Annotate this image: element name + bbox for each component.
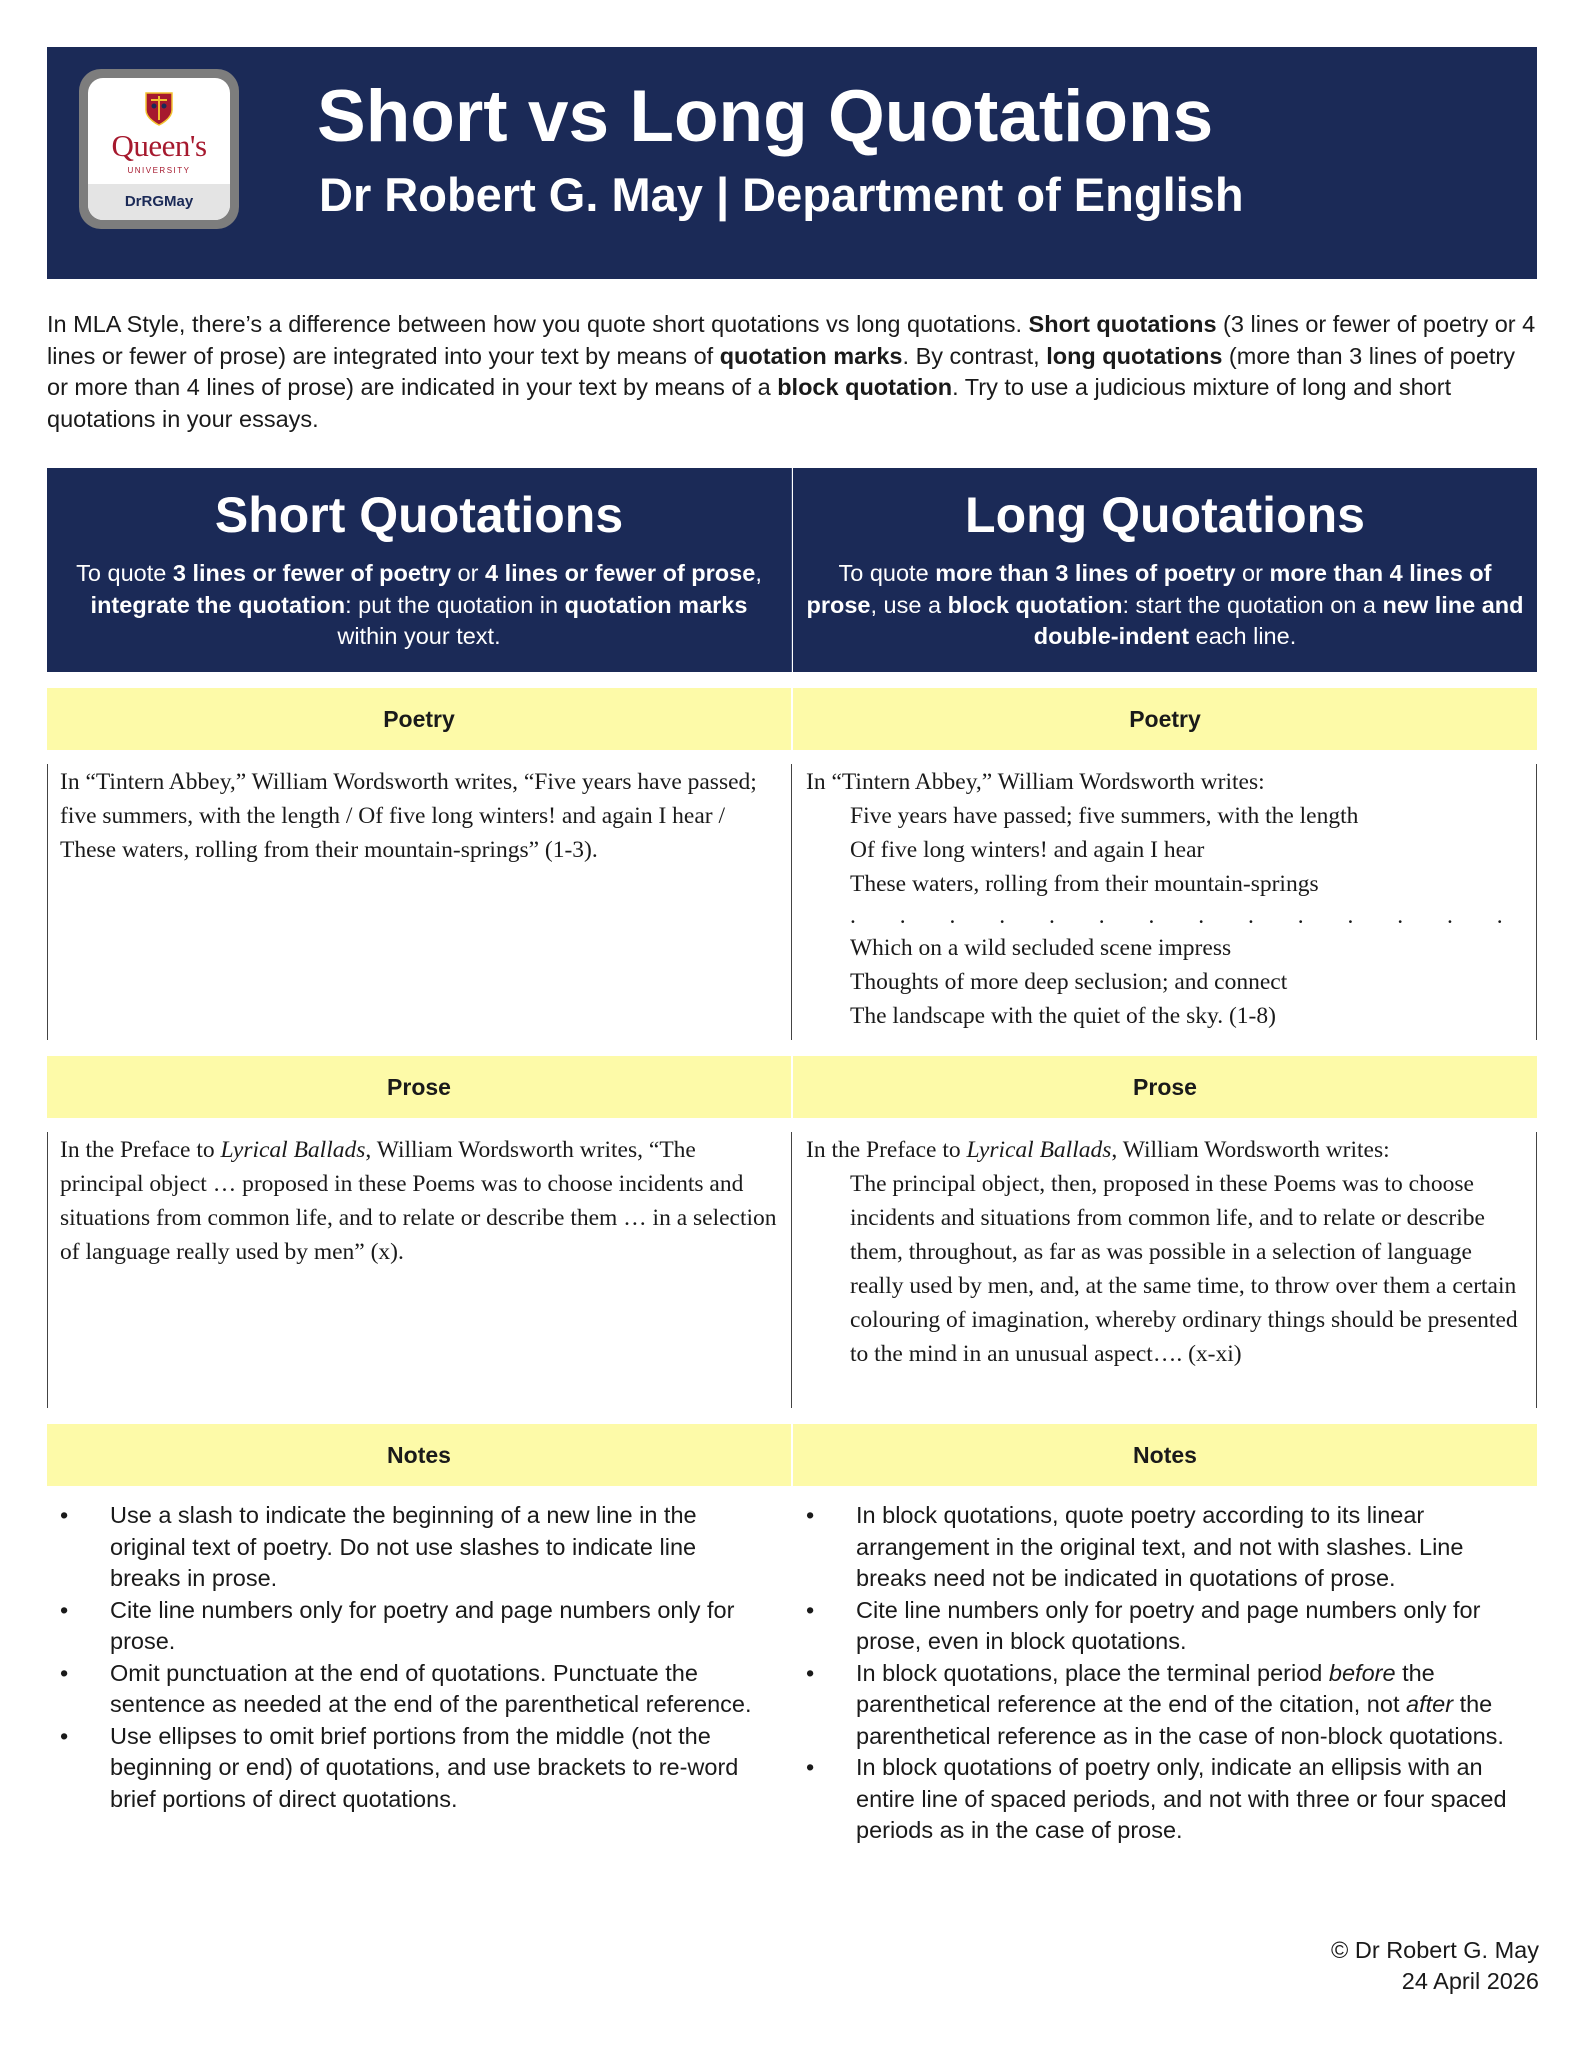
- short-quotations-heading: Short Quotations: [214, 487, 624, 543]
- prose-text: In the Preface to: [60, 1137, 221, 1163]
- text-run: : put the quotation in: [345, 591, 565, 618]
- emphasis-text: block quotation: [777, 374, 953, 400]
- logo-university: UNIVERSITY: [127, 166, 191, 175]
- long-prose-intro: [806, 1133, 1528, 1167]
- poetry-line: The landscape with the quiet of the sky. (1-8): [850, 1003, 1276, 1029]
- text-run: In block quotations, quote poetry according to its linear arrangement in the original text, and not with slashes. Line breaks need not be indicated in quotations of prose.: [856, 1502, 1464, 1591]
- poetry-line: Five years have passed; five summers, with the length: [850, 803, 1359, 829]
- prose-text: In the Preface to: [806, 1137, 967, 1163]
- prose-text: , William Wordsworth writes:: [1111, 1137, 1390, 1163]
- text-run: each line.: [1189, 623, 1297, 649]
- middle-border: [791, 1132, 792, 1408]
- long-prose-band: Prose: [793, 1056, 1537, 1118]
- intro-paragraph: [47, 309, 1542, 435]
- short-quotations-header: [47, 468, 791, 672]
- long-poetry-intro: In “Tintern Abbey,” William Wordsworth writes:: [806, 769, 1265, 795]
- text-run: or: [1235, 560, 1270, 586]
- left-border: [47, 1132, 48, 1408]
- short-notes-band: Notes: [47, 1424, 791, 1486]
- text-run: within your text.: [337, 623, 501, 649]
- logo-tag: DrRGMay: [88, 184, 230, 220]
- list-item: [796, 1752, 1516, 1847]
- page-title: Short vs Long Quotations: [317, 76, 1214, 157]
- emphasis-text: quotation marks: [564, 591, 748, 618]
- list-item: [796, 1595, 1516, 1658]
- list-item: • Use a slash to indicate the beginning of a new line in the original text of poetry. Do not use slashes to indicate line breaks in prose.: [50, 1500, 770, 1595]
- emphasis-text: before: [1328, 1659, 1396, 1686]
- text-run: the parenthetical reference at the end of the citation, not: [856, 1659, 1435, 1717]
- emphasis-text: Short quotations: [1028, 311, 1217, 337]
- emphasis-text: more than 3 lines of poetry: [935, 560, 1236, 586]
- header-divider: [791, 468, 792, 672]
- page-header: [47, 47, 1537, 279]
- short-poetry-band: Poetry: [47, 688, 791, 750]
- emphasis-text: after: [1406, 1691, 1454, 1717]
- page-subtitle: Dr Robert G. May | Department of English: [319, 168, 1244, 221]
- queens-crest-icon: [145, 92, 173, 126]
- queens-logo: [79, 69, 239, 229]
- prose-block-quote: The principal object, then, proposed in these Poems was to choose incidents and situations from common life, and to relate or describe them, throughout, as far as was possible in a selection of language really used by men, and, at the same time, to throw over them a certain colouring of imagination, whereby ordinary things should be presented to the mind in an unusual aspect…. (x-xi): [850, 1171, 1518, 1367]
- short-notes-list: [50, 1500, 770, 1815]
- text-run: (3 lines or fewer of poetry or 4 lines or fewer of prose) are integrated into your text by means of: [47, 311, 1536, 369]
- emphasis-text: block quotation: [947, 591, 1123, 618]
- long-quotations-header: [793, 468, 1537, 672]
- short-prose-example: [60, 1133, 780, 1269]
- emphasis-text: quotation marks: [719, 342, 903, 369]
- long-prose-example: [806, 1133, 1528, 1371]
- text-run: In MLA Style, there’s a difference between how you quote short quotations vs long quotations.: [47, 311, 1029, 337]
- poetry-line: Thoughts of more deep seclusion; and connect: [850, 969, 1288, 995]
- copyright: © Dr Robert G. May: [1331, 1937, 1539, 1963]
- emphasis-text: 3 lines or fewer of poetry: [172, 560, 451, 586]
- short-prose-band: Prose: [47, 1056, 791, 1118]
- prose-book-title: Lyrical Ballads: [220, 1137, 366, 1163]
- text-run: the parenthetical reference as in the case of non-block quotations.: [856, 1691, 1504, 1749]
- list-item: • Use ellipses to omit brief portions from the middle (not the beginning or end) of quotations, and use brackets to re-word brief portions of direct quotations.: [50, 1721, 770, 1816]
- text-run: In block quotations of poetry only, indicate an ellipsis with an entire line of spaced periods, and not with three or four spaced periods as in the case of prose.: [856, 1754, 1507, 1843]
- text-run: or: [451, 560, 485, 586]
- poetry-line: Which on a wild secluded scene impress: [850, 935, 1232, 961]
- long-notes-list: [796, 1500, 1516, 1847]
- footer-date: 24 April 2026: [1401, 1968, 1539, 1994]
- middle-border: [791, 764, 792, 1040]
- emphasis-text: long quotations: [1046, 342, 1223, 369]
- poetry-line: Of five long winters! and again I hear: [850, 837, 1205, 863]
- text-run: (more than 3 lines of poetry or more than 4 lines of prose) are indicated in your text by means of a: [47, 342, 1515, 400]
- long-notes-band: Notes: [793, 1424, 1537, 1486]
- short-poetry-example: In “Tintern Abbey,” William Wordsworth writes, “Five years have passed; five summers, with the length / Of five long winters! and again I hear / These waters, rolling from their mountain-springs” (1-3).: [60, 769, 757, 863]
- logo-name: Queen's: [111, 128, 207, 163]
- list-item: [796, 1500, 1516, 1595]
- text-run: : start the quotation on a: [1122, 591, 1383, 618]
- text-run: Cite line numbers only for poetry and page numbers only for prose, even in block quotations.: [856, 1596, 1481, 1654]
- text-run: In block quotations, place the terminal period: [856, 1659, 1329, 1686]
- long-quotations-description: [793, 558, 1537, 653]
- prose-book-title: Lyrical Ballads: [966, 1137, 1112, 1163]
- long-quotations-heading: Long Quotations: [965, 487, 1365, 543]
- text-run: , use a: [870, 591, 948, 618]
- emphasis-text: integrate the quotation: [90, 591, 346, 618]
- text-run: . By contrast,: [902, 342, 1047, 369]
- emphasis-text: 4 lines or fewer of prose: [484, 560, 756, 586]
- text-run: . Try to use a judicious mixture of long and short quotations in your essays.: [47, 374, 1452, 432]
- left-border: [47, 764, 48, 1040]
- list-item: [796, 1658, 1516, 1753]
- text-run: To quote: [838, 560, 936, 586]
- poetry-line: These waters, rolling from their mountain-springs: [850, 871, 1319, 897]
- right-border: [1536, 764, 1537, 1040]
- list-item: • Cite line numbers only for poetry and page numbers only for prose.: [50, 1595, 770, 1658]
- long-poetry-example: [806, 765, 1526, 1033]
- long-poetry-band: Poetry: [793, 688, 1537, 750]
- short-quotations-description: [47, 558, 791, 653]
- text-run: ,: [755, 560, 762, 586]
- prose-text: , William Wordsworth writes, “The principal object … proposed in these Poems was to choose incidents and situations from common life, and to relate or describe them … in a selection of language really used by men” (x).: [60, 1137, 777, 1265]
- text-run: To quote: [76, 560, 173, 586]
- poetry-ellipsis-line: . . . . . . . . . . . . . .: [850, 903, 1522, 929]
- right-border: [1536, 1132, 1537, 1408]
- emphasis-text: new line and double-indent: [1033, 591, 1524, 649]
- emphasis-text: more than 4 lines of prose: [806, 560, 1492, 618]
- list-item: • Omit punctuation at the end of quotations. Punctuate the sentence as needed at the end of the parenthetical reference.: [50, 1658, 770, 1721]
- footer: [1331, 1935, 1539, 1997]
